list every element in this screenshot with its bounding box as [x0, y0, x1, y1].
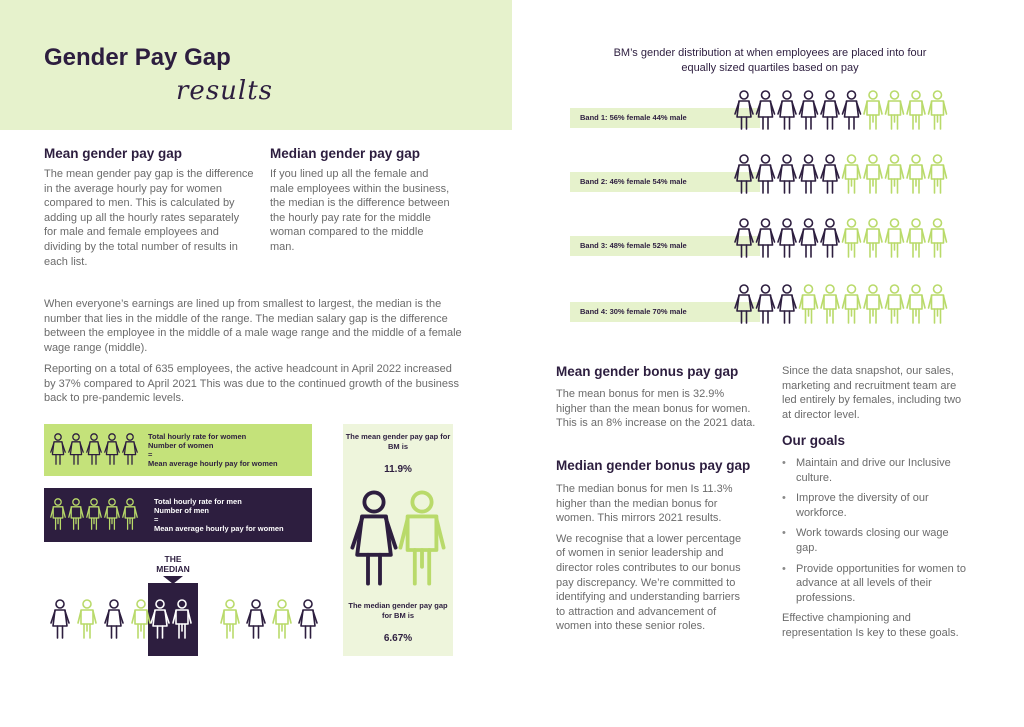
median-label-line2: MEDIAN [156, 564, 190, 574]
man-icon [907, 155, 925, 193]
goals-heading: Our goals [782, 433, 846, 448]
band-label: Band 4: 30% female 70% male [580, 307, 687, 316]
goal-item: • Maintain and drive our Inclusive culture. [782, 456, 972, 485]
woman-icon [800, 155, 818, 193]
men-formula-line1: Total hourly rate for men [154, 497, 242, 506]
woman-icon [843, 91, 861, 129]
woman-icon [778, 219, 796, 257]
man-icon [864, 155, 882, 193]
woman-icon [105, 434, 119, 464]
man-icon [221, 600, 239, 638]
headcount-text: Reporting on a total of 635 employees, the active headcount in April 2022 increased by 37% compared to April 2021 This was due to the continued growth of the business back to pre-pandemic levels. [44, 363, 459, 405]
mean-bonus-heading: Mean gender bonus pay gap [556, 364, 739, 379]
goal-item: • Work towards closing our wage gap. [782, 526, 972, 555]
median-pay-gap-heading: Median gender pay gap [270, 146, 421, 161]
man-icon [907, 285, 925, 323]
band-label: Band 1: 56% female 44% male [580, 113, 687, 122]
median-bonus-body2: We recognise that a lower percentage of women in senior leadership and director roles contributes to our bonus pay discrepancy. We’re committed to identifying and understanding barriers to attraction and advancement of women into these senior roles. [556, 532, 742, 633]
woman-icon [69, 434, 83, 464]
man-icon [132, 600, 150, 638]
median-label-line1: THE [164, 554, 182, 564]
women-formula-line2: Number of women [148, 441, 214, 450]
man-icon [864, 285, 882, 323]
man-icon [929, 155, 947, 193]
man-icon [273, 600, 291, 638]
woman-icon [821, 91, 839, 129]
man-icon [886, 285, 904, 323]
page-title: Gender Pay Gap [44, 44, 231, 71]
woman-icon [105, 600, 123, 638]
distribution-title: BM’s gender distribution at when employees are placed into four equally sized quartiles based on pay [613, 47, 927, 74]
median-bonus-section [556, 458, 751, 634]
man-icon [87, 499, 101, 529]
man-icon [123, 499, 137, 529]
man-icon [51, 499, 65, 529]
man-icon [843, 285, 861, 323]
man-icon [886, 91, 904, 129]
median-label [148, 554, 198, 574]
snapshot-text: Since the data snapshot, our sales, marketing and recruitment team are led entirely by females, including two at director level. [782, 365, 962, 421]
woman-icon [735, 219, 753, 257]
men-formula-text [154, 497, 310, 533]
woman-icon [778, 91, 796, 129]
median-gap-value: 6.67% [383, 633, 413, 644]
median-explanation: When everyone’s earnings are lined up from smallest to largest, the median is the number that lies in the middle of the range. The median salary gap is the difference between the employee in the middle of a male wage range and the middle of a female wage range (middle). [44, 298, 462, 354]
woman-icon [778, 285, 796, 323]
woman-icon [757, 91, 775, 129]
woman-icon [299, 600, 317, 638]
mean-pay-gap-body: The mean gender pay gap is the difference in the average hourly pay for women compared to men. This is calculated by adding up all the hourly rates separately for male and female employees and dividing by the total number of results in each list. [44, 168, 254, 268]
median-pay-gap-body: If you lined up all the female and male employees within the business, the median is the difference between the hourly pay rate for the middle woman compared to the middle man. [270, 168, 450, 253]
man-icon [173, 600, 191, 638]
woman-icon [735, 285, 753, 323]
women-formula-line1: Total hourly rate for women [148, 432, 247, 441]
man-icon [929, 91, 947, 129]
band-icons [734, 152, 964, 198]
goals-section [782, 433, 972, 641]
mean-gap-value: 11.9% [384, 464, 412, 475]
woman-icon [800, 91, 818, 129]
band-label: Band 2: 46% female 54% male [580, 177, 687, 186]
men-formula-line2: Number of men [154, 506, 210, 515]
goals-closing: Effective championing and representation Is key to these goals. [782, 612, 959, 639]
woman-icon [123, 434, 137, 464]
median-bonus-body1: The median bonus for men Is 11.3% higher than the median bonus for women. This mirrors 2021 results. [556, 483, 733, 525]
men-formula-line3: = [154, 515, 159, 524]
women-formula-line4: Mean average hourly pay for women [148, 459, 278, 468]
woman-icon [87, 434, 101, 464]
woman-icon [778, 155, 796, 193]
woman-icon [247, 600, 265, 638]
goals-list [782, 456, 972, 605]
woman-man-illustration [350, 486, 446, 590]
mean-pay-gap-heading: Mean gender pay gap [44, 146, 183, 161]
man-icon [929, 219, 947, 257]
mean-gap-label: The mean gender pay gap for BM is [345, 432, 451, 451]
large-man-icon [400, 492, 443, 583]
median-bonus-heading: Median gender bonus pay gap [556, 458, 751, 473]
women-formula-line3: = [148, 450, 153, 459]
woman-icon [800, 219, 818, 257]
woman-icon [821, 155, 839, 193]
goal-item: • Improve the diversity of our workforce. [782, 491, 972, 520]
woman-icon [735, 155, 753, 193]
man-icon [907, 91, 925, 129]
man-icon [78, 600, 96, 638]
mean-pay-gap-section [44, 146, 254, 269]
page-subtitle: results [176, 76, 274, 106]
mean-bonus-body: The mean bonus for men is 32.9% higher than the mean bonus for women. This is an 8% increase on the 2021 data. [556, 388, 756, 430]
median-gap-label: The median gender pay gap for BM is [348, 601, 448, 620]
band-icons [734, 88, 964, 134]
man-icon [886, 219, 904, 257]
median-pay-gap-section [270, 146, 450, 255]
band-label: Band 3: 48% female 52% male [580, 241, 687, 250]
woman-icon [151, 600, 169, 638]
man-icon [929, 285, 947, 323]
man-icon [821, 285, 839, 323]
mean-bonus-section [556, 364, 756, 431]
woman-icon [757, 285, 775, 323]
man-icon [843, 155, 861, 193]
median-row-icons [50, 595, 300, 645]
man-icon [886, 155, 904, 193]
men-formula-line4: Mean average hourly pay for women [154, 524, 284, 533]
band-icons [734, 282, 964, 328]
woman-icon [757, 219, 775, 257]
woman-icon [51, 434, 65, 464]
woman-icon [757, 155, 775, 193]
man-icon [864, 91, 882, 129]
men-icons-group [50, 495, 140, 535]
man-icon [907, 219, 925, 257]
woman-icon [821, 219, 839, 257]
woman-icon [51, 600, 69, 638]
women-icons-group [50, 430, 140, 470]
man-icon [800, 285, 818, 323]
band-icons [734, 216, 964, 262]
women-formula-text [148, 432, 308, 468]
man-icon [864, 219, 882, 257]
man-icon [69, 499, 83, 529]
woman-icon [735, 91, 753, 129]
man-icon [105, 499, 119, 529]
goal-item: • Provide opportunities for women to advance at all levels of their professions. [782, 562, 972, 606]
large-woman-icon [352, 492, 395, 583]
man-icon [843, 219, 861, 257]
